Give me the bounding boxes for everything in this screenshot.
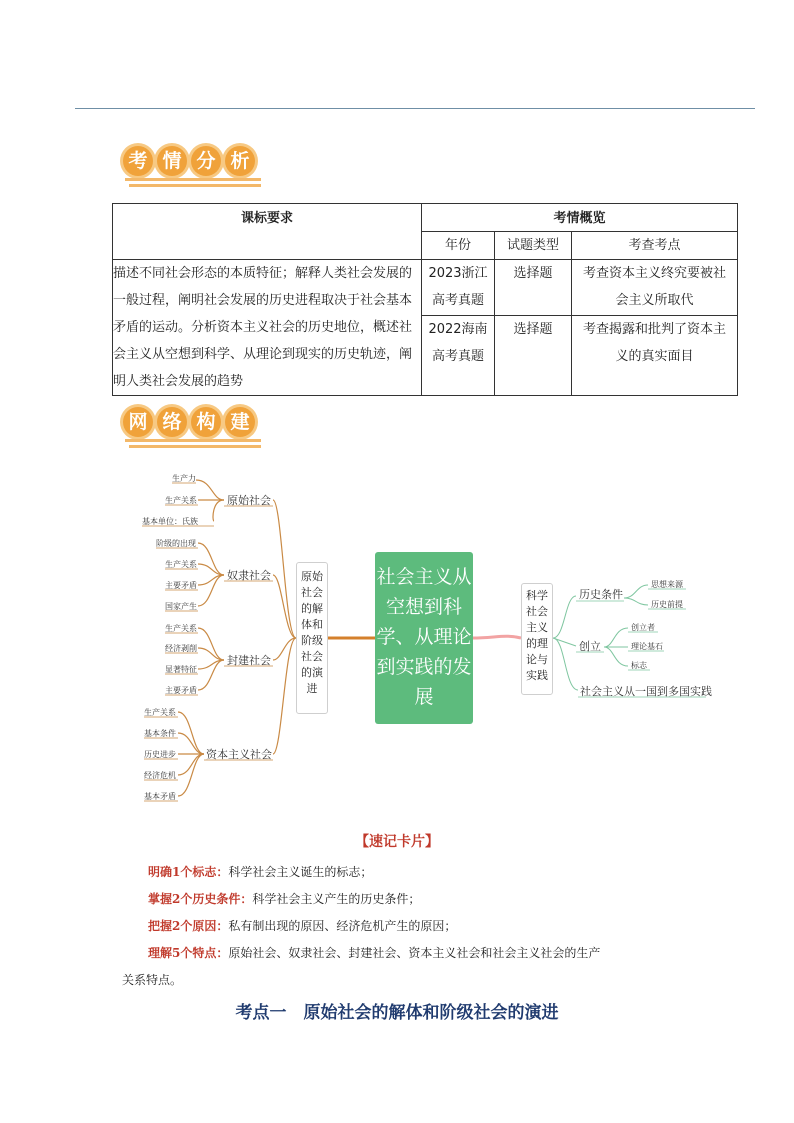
row2-year: 2022海南高考真题 xyxy=(422,316,495,396)
leaf-label: 阶级的出现 xyxy=(156,539,196,548)
leaf-label: 主要矛盾 xyxy=(165,686,197,695)
header-overview: 考情概览 xyxy=(422,204,738,232)
leaf-label: 基本条件 xyxy=(144,729,176,738)
row1-point: 考查资本主义终究要被社会主义所取代 xyxy=(572,260,738,316)
group-label: 奴隶社会 xyxy=(227,569,271,582)
card-line-text: 科学社会主义产生的历史条件； xyxy=(252,892,421,906)
row2-point: 考查揭露和批判了资本主义的真实面目 xyxy=(572,316,738,396)
leaf-label: 创立者 xyxy=(631,623,655,632)
leaf-label: 主要矛盾 xyxy=(165,581,197,590)
leaf-label: 历史进步 xyxy=(144,750,176,759)
section-title: 考点一 原始社会的解体和阶级社会的演进 xyxy=(235,1003,559,1023)
leaf-label: 历史前提 xyxy=(651,600,683,609)
card-title: 【速记卡片】 xyxy=(355,834,439,850)
leaf-label: 生产关系 xyxy=(165,560,197,569)
header-year: 年份 xyxy=(422,232,495,260)
card-line-text: 私有制出现的原因、经济危机产生的原因； xyxy=(228,919,457,933)
header-requirement: 课标要求 xyxy=(113,204,422,260)
card-line-key: 掌握2个历史条件： xyxy=(148,892,253,906)
badge-char: 网 xyxy=(123,407,153,437)
leaf-label: 标志 xyxy=(631,661,647,670)
leaf-label: 生产关系 xyxy=(165,624,197,633)
badge-char: 建 xyxy=(225,407,255,437)
leaf-label: 生产关系 xyxy=(144,708,176,717)
group-label: 社会主义从一国到多国实践 xyxy=(580,685,712,698)
card-continuation: 关系特点。 xyxy=(122,973,183,987)
header-type: 试题类型 xyxy=(495,232,572,260)
header-point: 考查考点 xyxy=(572,232,738,260)
leaf-label: 基本单位：氏族 xyxy=(142,517,198,526)
card-line-key: 理解5个特点： xyxy=(148,946,229,960)
badge-char: 构 xyxy=(191,407,221,437)
group-label: 资本主义社会 xyxy=(206,748,272,761)
group-label: 历史条件 xyxy=(579,588,623,601)
card-line xyxy=(148,890,420,907)
row1-year: 2023浙江高考真题 xyxy=(422,260,495,316)
badge-char: 考 xyxy=(123,146,153,176)
leaf-label: 经济危机 xyxy=(144,771,176,780)
card-line-text: 原始社会、奴隶社会、封建社会、资本主义社会和社会主义社会的生产 xyxy=(228,946,601,960)
badge-char: 分 xyxy=(191,146,221,176)
leaf-label: 生产力 xyxy=(172,474,196,483)
leaf-label: 经济剥削 xyxy=(165,644,197,653)
group-label: 封建社会 xyxy=(227,654,271,667)
card-line-key: 明确1个标志： xyxy=(148,865,229,879)
card-line xyxy=(148,944,600,961)
group-label: 创立 xyxy=(579,640,601,653)
mindmap-right-node: 科学社会主义的理论与实践 xyxy=(521,583,553,695)
leaf-label: 显著特征 xyxy=(165,665,197,674)
leaf-label: 基本矛盾 xyxy=(144,792,176,801)
leaf-label: 理论基石 xyxy=(631,642,663,651)
group-label: 原始社会 xyxy=(227,494,271,507)
row1-type: 选择题 xyxy=(495,260,572,316)
card-line-text: 科学社会主义诞生的标志； xyxy=(228,865,373,879)
leaf-label: 生产关系 xyxy=(165,496,197,505)
leaf-label: 国家产生 xyxy=(165,602,197,611)
card-line xyxy=(148,863,372,880)
mindmap-left-node: 原始社会的解体和阶级社会的演进 xyxy=(296,562,328,714)
leaf-label: 思想来源 xyxy=(651,580,683,589)
badge-char: 析 xyxy=(225,146,255,176)
badge-char: 情 xyxy=(157,146,187,176)
card-line xyxy=(148,917,456,934)
row2-type: 选择题 xyxy=(495,316,572,396)
requirement-cell: 描述不同社会形态的本质特征；解释人类社会发展的一般过程，阐明社会发展的历史进程取决于社会基本矛盾的运动。分析资本主义社会的历史地位，概述社会主义从空想到科学、从理论到现实的历史轨迹，阐明人类社会发展的趋势 xyxy=(113,260,422,396)
badge-char: 络 xyxy=(157,407,187,437)
mindmap-center-node: 社会主义从空想到科学、从理论到实践的发展 xyxy=(375,552,473,724)
card-line-key: 把握2个原因： xyxy=(148,919,229,933)
